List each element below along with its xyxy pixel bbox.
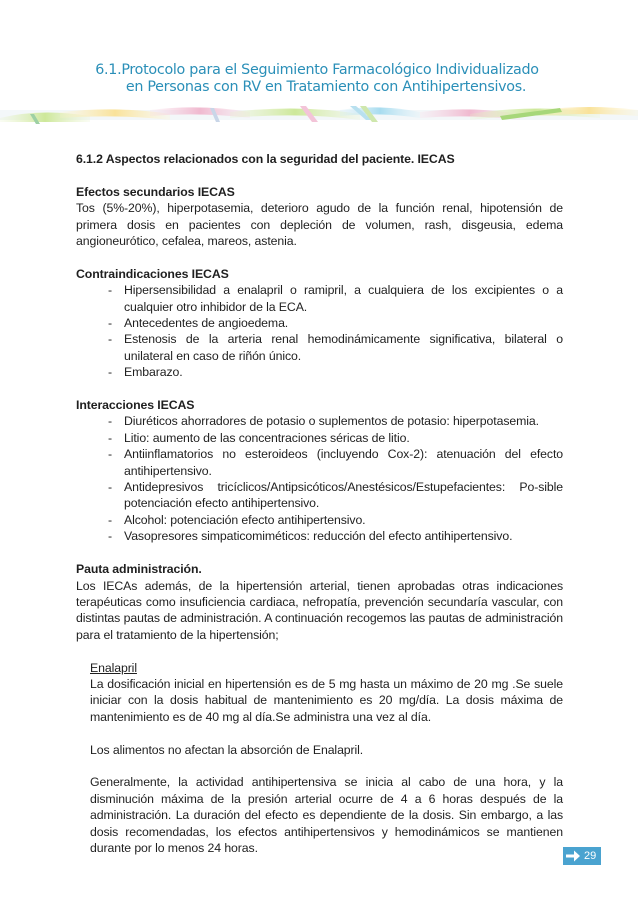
interactions-list	[76, 413, 563, 544]
contraindications-heading: Contraindicaciones IECAS	[76, 266, 229, 281]
list-item: - Diuréticos ahorradores de potasio o suplementos de potasio: hiperpotasemia.	[116, 413, 563, 429]
list-item: - Antidepresivos tricíclicos/Antipsicóticos/Anestésicos/Estupefacientes: Po-sible potenciación efecto antihipertensivo.	[116, 479, 563, 512]
list-item: - Litio: aumento de las concentraciones séricas de litio.	[116, 430, 563, 446]
list-item: - Hipersensibilidad a enalapril o ramipril, a cualquiera de los excipientes o a cualquier otro inhibidor de la ECA.	[116, 282, 563, 315]
list-item: - Antecedentes de angioedema.	[116, 315, 563, 331]
chapter-title	[0, 62, 638, 96]
page-number-badge	[563, 847, 601, 865]
administration-heading: Pauta administración.	[76, 562, 202, 577]
section-title: 6.1.2 Aspectos relacionados con la seguridad del paciente. IECAS	[76, 152, 455, 166]
food-paragraph: Los alimentos no afectan la absorción de Enalapril.	[90, 742, 364, 757]
side-effects-heading: Efectos secundarios IECAS	[76, 184, 235, 199]
onset-paragraph: Generalmente, la actividad antihipertensiva se inicia al cabo de una hora, y la disminución máxima de la presión arterial ocurre de 4 a 6 horas después de la administración. La duración del efecto es dependiente de la dosis. Sin embargo, a las dosis recomendadas, los efectos antihipertensivos y hemodinámicos se mantienen durante por lo menos 24 horas.	[90, 775, 563, 855]
enalapril-block	[76, 660, 563, 857]
list-item: - Vasopresores simpaticomiméticos: reducción del efecto antihipertensivo.	[116, 528, 563, 544]
side-effects-text: Tos (5%-20%), hiperpotasemia, deterioro agudo de la función renal, hipotensión de primera dosis en pacientes con depleción de volumen, rash, disgeusia, edema angioneurótico, cefalea, mareos, astenia.	[76, 201, 563, 249]
decorative-color-band	[0, 104, 638, 124]
contraindications-list	[76, 282, 563, 380]
interactions-heading: Interacciones IECAS	[76, 398, 195, 413]
list-item: - Embarazo.	[116, 364, 563, 380]
list-item: - Alcohol: potenciación efecto antihipertensivo.	[116, 512, 563, 528]
chapter-title-line-2: en Personas con RV en Tratamiento con Antihipertensivos.	[125, 79, 527, 95]
drug-name: Enalapril	[90, 660, 137, 675]
page-number: 29	[584, 850, 597, 862]
dosage-paragraph: La dosificación inicial en hipertensión es de 5 mg hasta un máximo de 20 mg .Se suele iniciar con la dosis habitual de mantenimiento es 20 mg/día. La dosis máxima de mantenimiento es de 40 mg al día.Se administra una vez al día.	[90, 676, 563, 724]
page-header	[0, 0, 638, 125]
list-item: - Estenosis de la arteria renal hemodinámicamente significativa, bilateral o unilateral en caso de riñón único.	[116, 331, 563, 364]
document-body	[76, 146, 563, 856]
administration-intro: Los IECAs además, de la hipertensión arterial, tienen aprobadas otras indicaciones terapéuticas como insuficiencia cardiaca, nefropatía, prevención secundaría vascular, con distintas pautas de administración. A continuación recogemos las pautas de administración para el tratamiento de la hipertensión;	[76, 578, 563, 642]
chapter-title-line-1: 6.1.Protocolo para el Seguimiento Farmacológico Individualizado	[95, 62, 539, 78]
right-arrow-icon	[563, 847, 583, 865]
list-item: - Antiinflamatorios no esteroideos (incluyendo Cox-2): atenuación del efecto antihipertensivo.	[116, 446, 563, 479]
